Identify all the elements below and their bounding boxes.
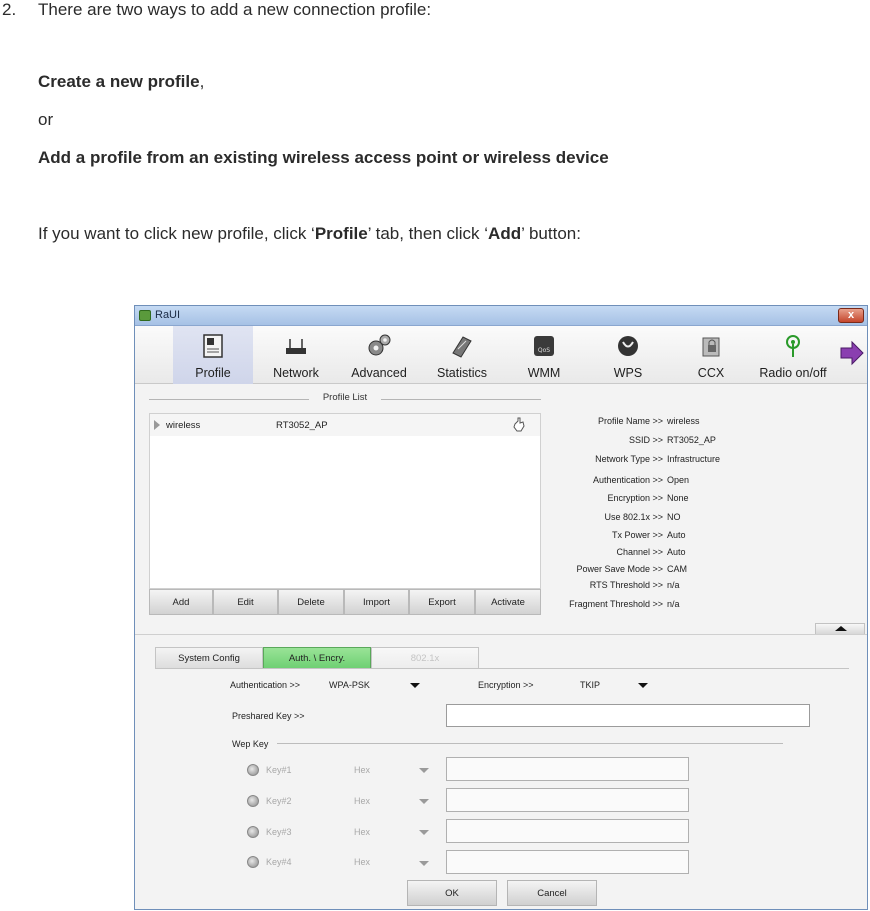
intro-text: There are two ways to add a new connection profile: — [38, 0, 432, 19]
tab-advanced[interactable] — [341, 326, 417, 384]
wps-icon — [615, 333, 641, 359]
qos-icon — [531, 333, 557, 359]
tab-underline — [155, 668, 849, 669]
instr-part-3: ’ button: — [521, 224, 581, 243]
key1-label: Key#1 — [266, 765, 292, 775]
qos-badge: QoS — [537, 347, 551, 354]
router-icon — [283, 333, 309, 359]
profile-list[interactable] — [149, 413, 541, 589]
key4-input — [446, 850, 689, 874]
tab-wps-label: WPS — [613, 366, 643, 380]
key1-format: Hex — [354, 765, 371, 775]
key3-format: Hex — [354, 827, 371, 837]
preshared-key-input[interactable] — [446, 704, 810, 727]
profile-list-header — [149, 392, 541, 406]
tab-network-label: Network — [273, 366, 319, 380]
activate-button[interactable]: Activate — [475, 589, 541, 615]
instr-part-2: ’ tab, then click ‘ — [367, 224, 489, 243]
close-button[interactable]: x — [838, 308, 864, 323]
profile-list-title: Profile List — [322, 392, 368, 403]
gears-icon — [366, 333, 392, 359]
instr-add: Add — [488, 224, 522, 243]
auth-chevron-down-icon[interactable] — [410, 683, 420, 688]
key1-radio — [247, 764, 259, 776]
option-1-comma: , — [199, 72, 205, 91]
key2-input — [446, 788, 689, 812]
tab-8021x: 802.1x — [371, 647, 479, 669]
key3-radio — [247, 826, 259, 838]
edit-button[interactable]: Edit — [213, 589, 278, 615]
option-1 — [38, 72, 204, 92]
wep-group-line — [277, 743, 783, 744]
export-button[interactable]: Export — [409, 589, 475, 615]
tab-radio[interactable] — [749, 326, 837, 384]
delete-button[interactable]: Delete — [278, 589, 344, 615]
option-2-title: Add a profile from an existing wireless access point or wireless device — [38, 148, 609, 167]
step-number: 2. — [2, 0, 17, 19]
info-value: Auto — [667, 547, 686, 557]
statistics-icon — [449, 333, 475, 359]
tab-network[interactable] — [263, 326, 329, 384]
step-2-paragraph — [0, 0, 600, 22]
tab-ccx[interactable] — [683, 326, 739, 384]
or-text: or — [38, 110, 54, 129]
profile-buttons — [149, 589, 541, 615]
info-value: None — [667, 493, 689, 503]
key4-label: Key#4 — [266, 857, 292, 867]
instr-part-1: If you want to click new profile, click ‘ — [38, 224, 315, 243]
separator — [135, 634, 867, 635]
hand-icon — [512, 417, 526, 432]
tab-ccx-label: CCX — [697, 366, 725, 380]
key1-chevron-down-icon — [419, 768, 429, 773]
info-value: Infrastructure — [667, 454, 721, 464]
play-icon — [154, 420, 160, 430]
key2-label: Key#2 — [266, 796, 292, 806]
info-value: n/a — [667, 580, 680, 590]
key2-chevron-down-icon — [419, 799, 429, 804]
tab-profile[interactable] — [173, 326, 253, 384]
info-value: wireless — [667, 416, 700, 426]
instruction-text — [38, 224, 581, 244]
key1-input — [446, 757, 689, 781]
instr-profile: Profile — [314, 224, 368, 243]
key4-radio — [247, 856, 259, 868]
profile-row[interactable] — [150, 414, 540, 436]
encryption-label: Encryption >> — [478, 680, 534, 690]
key3-input — [446, 819, 689, 843]
key2-format: Hex — [354, 796, 371, 806]
window-title: RaUI — [155, 309, 181, 321]
preshared-key-label: Preshared Key >> — [232, 711, 305, 721]
toolbar — [135, 326, 867, 384]
info-value: CAM — [667, 564, 687, 574]
tab-advanced-label: Advanced — [351, 366, 407, 380]
info-value: n/a — [667, 599, 680, 609]
ok-button[interactable]: OK — [407, 880, 497, 906]
add-button[interactable]: Add — [149, 589, 213, 615]
key3-chevron-down-icon — [419, 830, 429, 835]
tab-statistics-label: Statistics — [436, 366, 487, 380]
key4-chevron-down-icon — [419, 861, 429, 866]
authentication-select[interactable]: WPA-PSK — [329, 680, 370, 690]
option-1-title: Create a new profile — [38, 72, 200, 91]
tab-radio-label: Radio on/off — [759, 366, 827, 380]
tab-wps[interactable] — [599, 326, 657, 384]
tab-statistics[interactable] — [427, 326, 497, 384]
info-value: Auto — [667, 530, 686, 540]
import-button[interactable]: Import — [344, 589, 409, 615]
radio-antenna-icon — [780, 333, 806, 359]
tab-profile-label: Profile — [195, 366, 231, 380]
next-arrow-icon[interactable] — [839, 340, 865, 366]
info-value: NO — [667, 512, 681, 522]
tab-auth-encry[interactable]: Auth. \ Encry. — [263, 647, 371, 669]
key3-label: Key#3 — [266, 827, 292, 837]
profile-name: wireless — [166, 420, 201, 431]
title-bar — [135, 306, 867, 326]
info-value: RT3052_AP — [667, 435, 716, 445]
key2-radio — [247, 795, 259, 807]
tab-wmm-label: WMM — [527, 366, 561, 380]
cancel-button[interactable]: Cancel — [507, 880, 597, 906]
encryption-select[interactable]: TKIP — [580, 680, 601, 690]
ccx-icon — [698, 333, 724, 359]
tab-system-config[interactable]: System Config — [155, 647, 263, 669]
profile-icon — [200, 333, 226, 359]
tab-wmm[interactable] — [515, 326, 573, 384]
profile-ssid: RT3052_AP — [276, 420, 328, 431]
raui-window: RaUI x Profile Network Advanced Statistics QoS WMM WPS CCX Radio on/off Profile List wireless RT3052_AP Add Edit Delete Import Export Activate Profile Name >> wireless SSID >> RT3052_AP Network Type >> Infrastructure Authentication >> Open Encryption >> None Use 802.1x >> NO Tx Power >> Auto Channel >> Auto Power Save Mode >> CAM RTS Threshold >> n/a Fragment Threshold >> n/a System Config Auth. \ Encry. 802.1x Authentication >> WPA-PSK Encryption >> TKIP Preshared Key >> Wep Key Key#1 Hex Key#2 Hex Key#3 Hex Key#4 Hex OK Cancel — [134, 305, 868, 910]
key4-format: Hex — [354, 857, 371, 867]
authentication-label: Authentication >> — [230, 680, 301, 690]
app-icon — [139, 310, 151, 321]
wep-key-label: Wep Key — [232, 739, 269, 749]
encry-chevron-down-icon[interactable] — [638, 683, 648, 688]
info-value: Open — [667, 475, 690, 485]
header-line-right — [381, 399, 541, 400]
